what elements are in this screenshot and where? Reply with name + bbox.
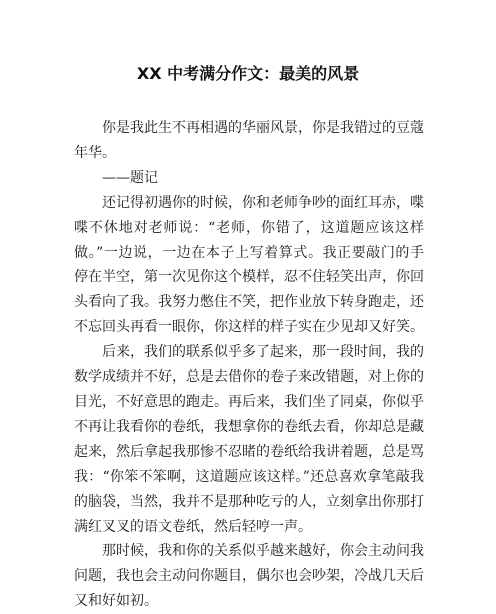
paragraph: 还记得初遇你的时候，你和老师争吵的面红耳赤，喋喋不休地对老师说：“老师，你错了，这道题应该这样做。”一边说，一边在本子上写着算式。我正要敲门的手停在半空，第一次见你这个模样，忍不住轻笑出声，你回头看向了我。我努力憋住不笑，把作业放下转身跑走，还不忘回头再看一眼你，你这样的样子实在少见却又好笑。 [74,194,424,336]
document-body [74,116,424,614]
paragraph: 后来，我们的联系似乎多了起来，那一段时间，我的数学成绩并不好，总是去借你的卷子来改错题，对上你的目光，不好意思的跑走。再后来，我们坐了同桌，你似乎不再让我看你的卷纸，我想拿你的卷纸去看，你却总是藏起来，然后拿起我那惨不忍睹的卷纸给我讲着题，总是骂我：“你笨不笨啊，这道题应该这样。”还总喜欢拿笔敲我的脑袋，当然，我并不是那种吃亏的人，立刻拿出你那打满红叉叉的语文卷纸，然后轻哼一声。 [74,344,424,535]
paragraph-epigraph: 你是我此生不再相遇的华丽风景，你是我错过的豆蔻年华。 [74,120,424,161]
document-title: XX 中考满分作文：最美的风景 [136,64,360,83]
paragraph-epigraph-source: ——题记 [102,169,158,186]
paragraph: 那时候，我和你的关系似乎越来越好，你会主动问我问题，我也会主动问你题目，偶尔也会吵架，冷战几天后又和好如初。 [74,543,424,610]
